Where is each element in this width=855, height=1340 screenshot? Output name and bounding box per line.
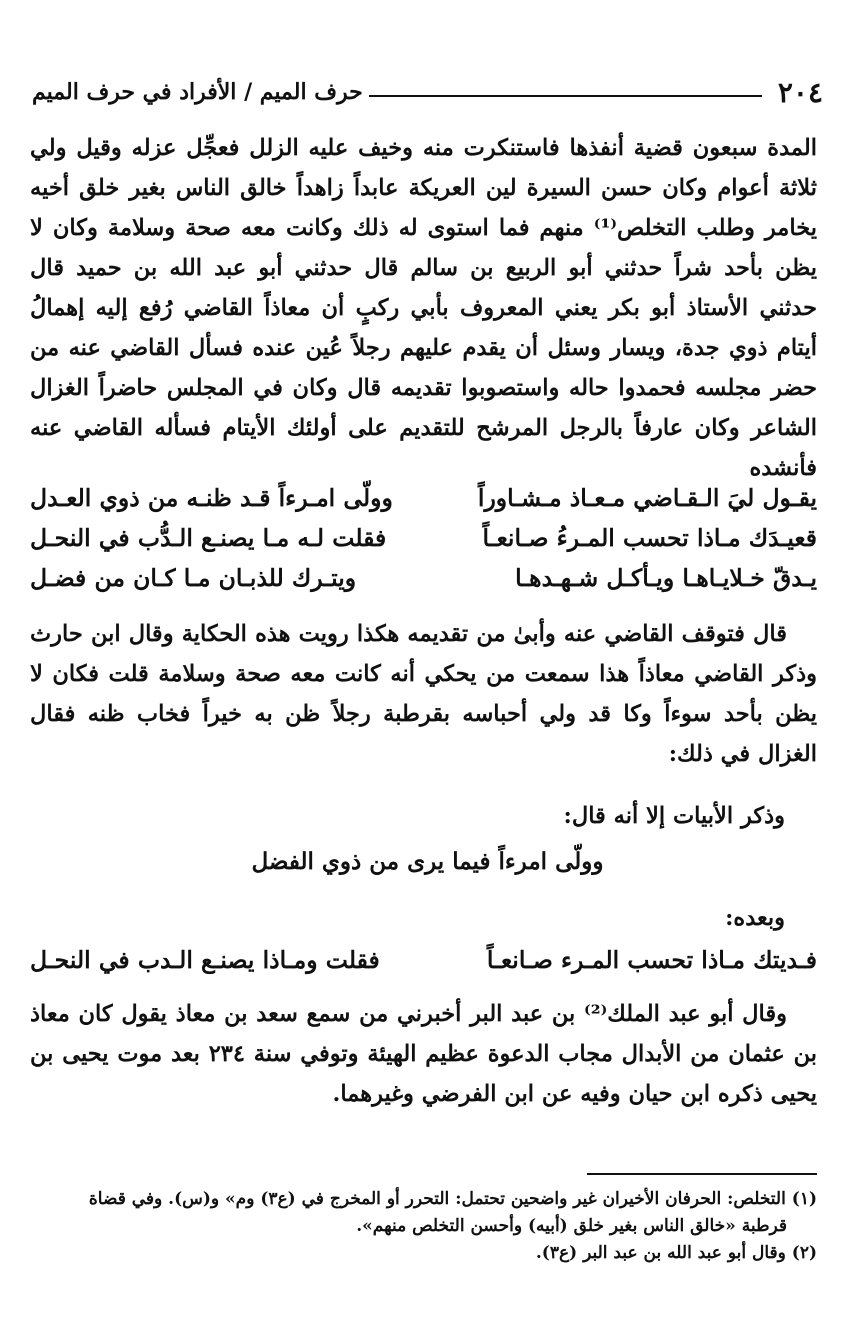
verse-first-hemistich: قعيـدَك مـاذا تحسب المـرءُ صـانعـاً xyxy=(482,524,817,552)
page-number: ٢٠٤ xyxy=(777,75,823,109)
footnote-separator xyxy=(587,1173,817,1175)
verse-second-hemistich: فقلت ومـاذا يصنـع الـدب في النحـل xyxy=(30,946,380,974)
footnote-2: (٢) وقال أبو عبد الله بن عبد البر (ع٣). xyxy=(535,1243,817,1263)
header-rule xyxy=(369,95,762,97)
after-label: وبعده: xyxy=(725,905,785,931)
footnotes xyxy=(30,1186,817,1267)
paragraph-1: المدة سبعون قضية أنفذها فاستنكرت منه وخيف عليه الزلل فعجِّل عزله وقيل ولي ثلاثة أعوام وكان حسن السيرة لين العريكة عابداً زاهداً خالق الناس بغير خلق أخيه يخامر وطلب التخلص⁽¹⁾ منهم فما استوى له ذلك وكانت معه صحة وسلامة وكان لا يظن بأحد شراً حدثني أبو الربيع بن سالم قال حدثني أبو عبد الله بن حميد قال حدثني الأستاذ أبو بكر يعني المعروف بأبي ركبٍ أن معاذاً القاضي رُفع إليه إهمالُ أيتام ذوي جدة، ويسار وسئل أن يقدم عليهم رجلاً عُين عنده فسأل القاضي عنه من حضر مجلسه فحمدوا حاله واستصوبوا تقديمه قال وكان في المجلس حاضراً الغزال الشاعر وكان عارفاً بالرجل المرشح للتقديم على أولئك الأيتام فسأله القاضي عنه فأنشده xyxy=(30,135,817,481)
running-header xyxy=(32,72,823,112)
verse-row xyxy=(30,940,817,980)
main-text-block xyxy=(30,128,817,488)
verse-after-block xyxy=(30,940,817,980)
poem-verses xyxy=(30,478,817,598)
footnote-1: (١) التخلص: الحرفان الأخيران غير واضحين تحتمل: التحرر أو المخرج في (ع٣) وم» و(س). وفي قضاة xyxy=(88,1189,817,1209)
verse-first-hemistich: يقـول ليَ الـقـاضي مـعـاذ مـشـاوراً xyxy=(477,484,817,512)
verse-second-hemistich: وولّى امـرءاً قـد ظنـه من ذوي العـدل xyxy=(30,484,393,512)
second-text-block xyxy=(30,614,817,774)
verse-first-hemistich: يـدقّ خـلايـاهـا ويـأكـل شـهـدهـا xyxy=(515,564,817,592)
verse-second-hemistich: ويتـرك للذبـان مـا كـان من فضـل xyxy=(30,564,357,592)
verse-row xyxy=(30,478,817,518)
verse-second-hemistich: فقلت لـه مـا يصنـع الـدُّب في النحـل xyxy=(30,524,387,552)
third-text-block xyxy=(30,994,817,1114)
verse-row xyxy=(30,558,817,598)
paragraph-2: قال فتوقف القاضي عنه وأبىٰ من تقديمه هكذا رويت هذه الحكاية وقال ابن حارث وذكر القاضي معاذاً هذا سمعت من يحكي أنه كانت معه صحة وسلامة قلت فكان لا يظن بأحد سوءاً وكا قد ولي أحباسه بقرطبة رجلاً ظن به خيراً فخاب ظنه فقال الغزال في ذلك: xyxy=(30,621,817,767)
centered-verse: وولّى امرءاً فيما يرى من ذوي الفضل xyxy=(251,848,604,875)
running-title: حرف الميم / الأفراد في حرف الميم xyxy=(32,79,363,105)
verse-first-hemistich: فـديتك مـاذا تحسب المـرء صـانعـاً xyxy=(486,946,817,974)
verse-row xyxy=(30,518,817,558)
footnote-1-continuation: قرطبة «خالق الناس بغير خلق (أبيه) وأحسن التخلص منهم». xyxy=(356,1216,787,1236)
paragraph-3: وقال أبو عبد الملك⁽²⁾ بن عبد البر أخبرني من سمع سعد بن معاذ يقول كان معاذ بن عثمان من الأبدال مجاب الدعوة عظيم الهيئة وتوفي سنة ٢٣٤ بعد موت يحيى بن يحيى ذكره ابن حيان وفيه عن ابن الفرضي وغيرهما. xyxy=(30,1001,817,1107)
intro-line: وذكر الأبيات إلا أنه قال: xyxy=(563,803,785,829)
